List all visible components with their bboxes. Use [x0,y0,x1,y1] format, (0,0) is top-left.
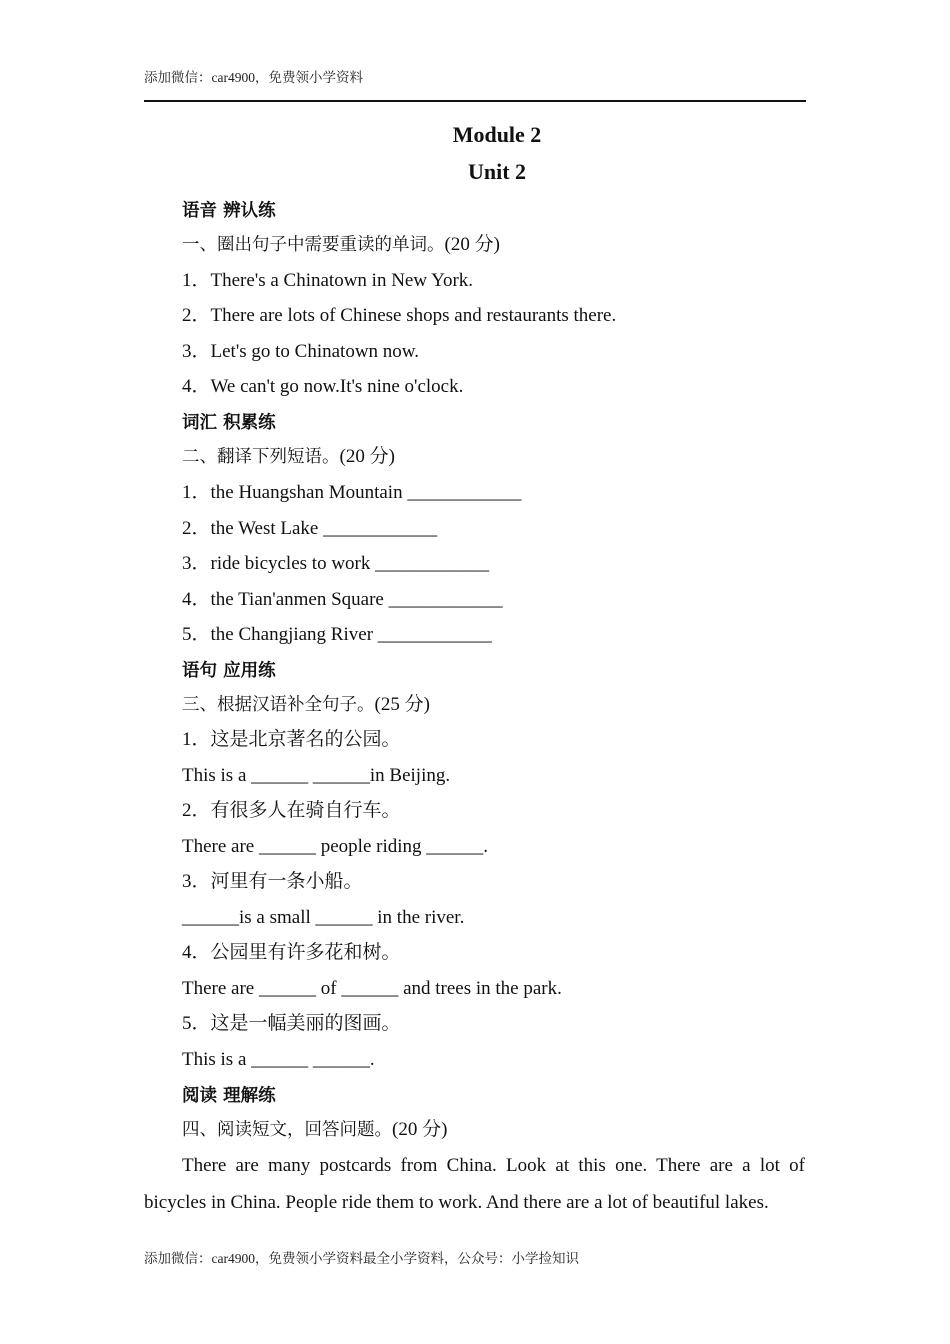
list-item: 3．河里有一条小船。 [182,871,363,892]
question-1-points: (20 分) [444,234,500,255]
list-item: 2．the West Lake ____________ [182,518,438,539]
list-item: 5．the Changjiang River ____________ [182,624,492,645]
header-rule [144,100,806,102]
list-item: There are ______ people riding ______. [182,836,489,857]
question-2-instruction: 二、翻译下列短语。(20 分) [182,446,395,467]
question-4-instruction: 四、阅读短文，回答问题。(20 分) [182,1119,448,1140]
list-item: This is a ______ ______in Beijing. [182,765,451,786]
list-item: There are ______ of ______ and trees in the park. [182,978,562,999]
unit-title: Unit 2 [467,159,527,184]
list-item: 3．ride bicycles to work ____________ [182,553,490,574]
list-item: 2．There are lots of Chinese shops and restaurants there. [182,305,617,326]
list-item: 2．有很多人在骑自行车。 [182,800,401,821]
question-2-points: (20 分) [339,446,395,467]
list-item: 3．Let's go to Chinatown now. [182,341,420,362]
header-note: 添加微信：car4900，免费领小学资料 [144,70,363,85]
reading-passage: There are many postcards from China. Look at this one. There are a lot of bicycles in China. People ride them to work. And there are a lot of beautiful lakes. [144,1155,805,1213]
section-heading-pronunciation: 语音 辨认练 [182,201,276,221]
list-item: 1．the Huangshan Mountain ____________ [182,482,522,503]
list-item: 1．There's a Chinatown in New York. [182,270,474,291]
list-item: 5．这是一幅美丽的图画。 [182,1013,401,1034]
list-item: ______is a small ______ in the river. [182,907,465,928]
list-item: 1．这是北京著名的公园。 [182,729,401,750]
section-heading-reading: 阅读 理解练 [182,1086,276,1106]
section-heading-vocabulary: 词汇 积累练 [182,413,276,433]
footer-note: 添加微信：car4900，免费领小学资料最全小学资料，公众号：小学捡知识 [144,1251,579,1266]
question-4-points: (20 分) [392,1119,448,1140]
section-heading-sentences: 语句 应用练 [182,661,276,681]
question-3-instruction: 三、根据汉语补全句子。(25 分) [182,694,430,715]
list-item: This is a ______ ______. [182,1049,375,1070]
list-item: 4．the Tian'anmen Square ____________ [182,589,503,610]
question-1-instruction: 一、圈出句子中需要重读的单词。(20 分) [182,234,500,255]
question-3-points: (25 分) [374,694,430,715]
module-title: Module 2 [452,122,542,147]
list-item: 4．公园里有许多花和树。 [182,942,401,963]
list-item: 4．We can't go now.It's nine o'clock. [182,376,464,397]
